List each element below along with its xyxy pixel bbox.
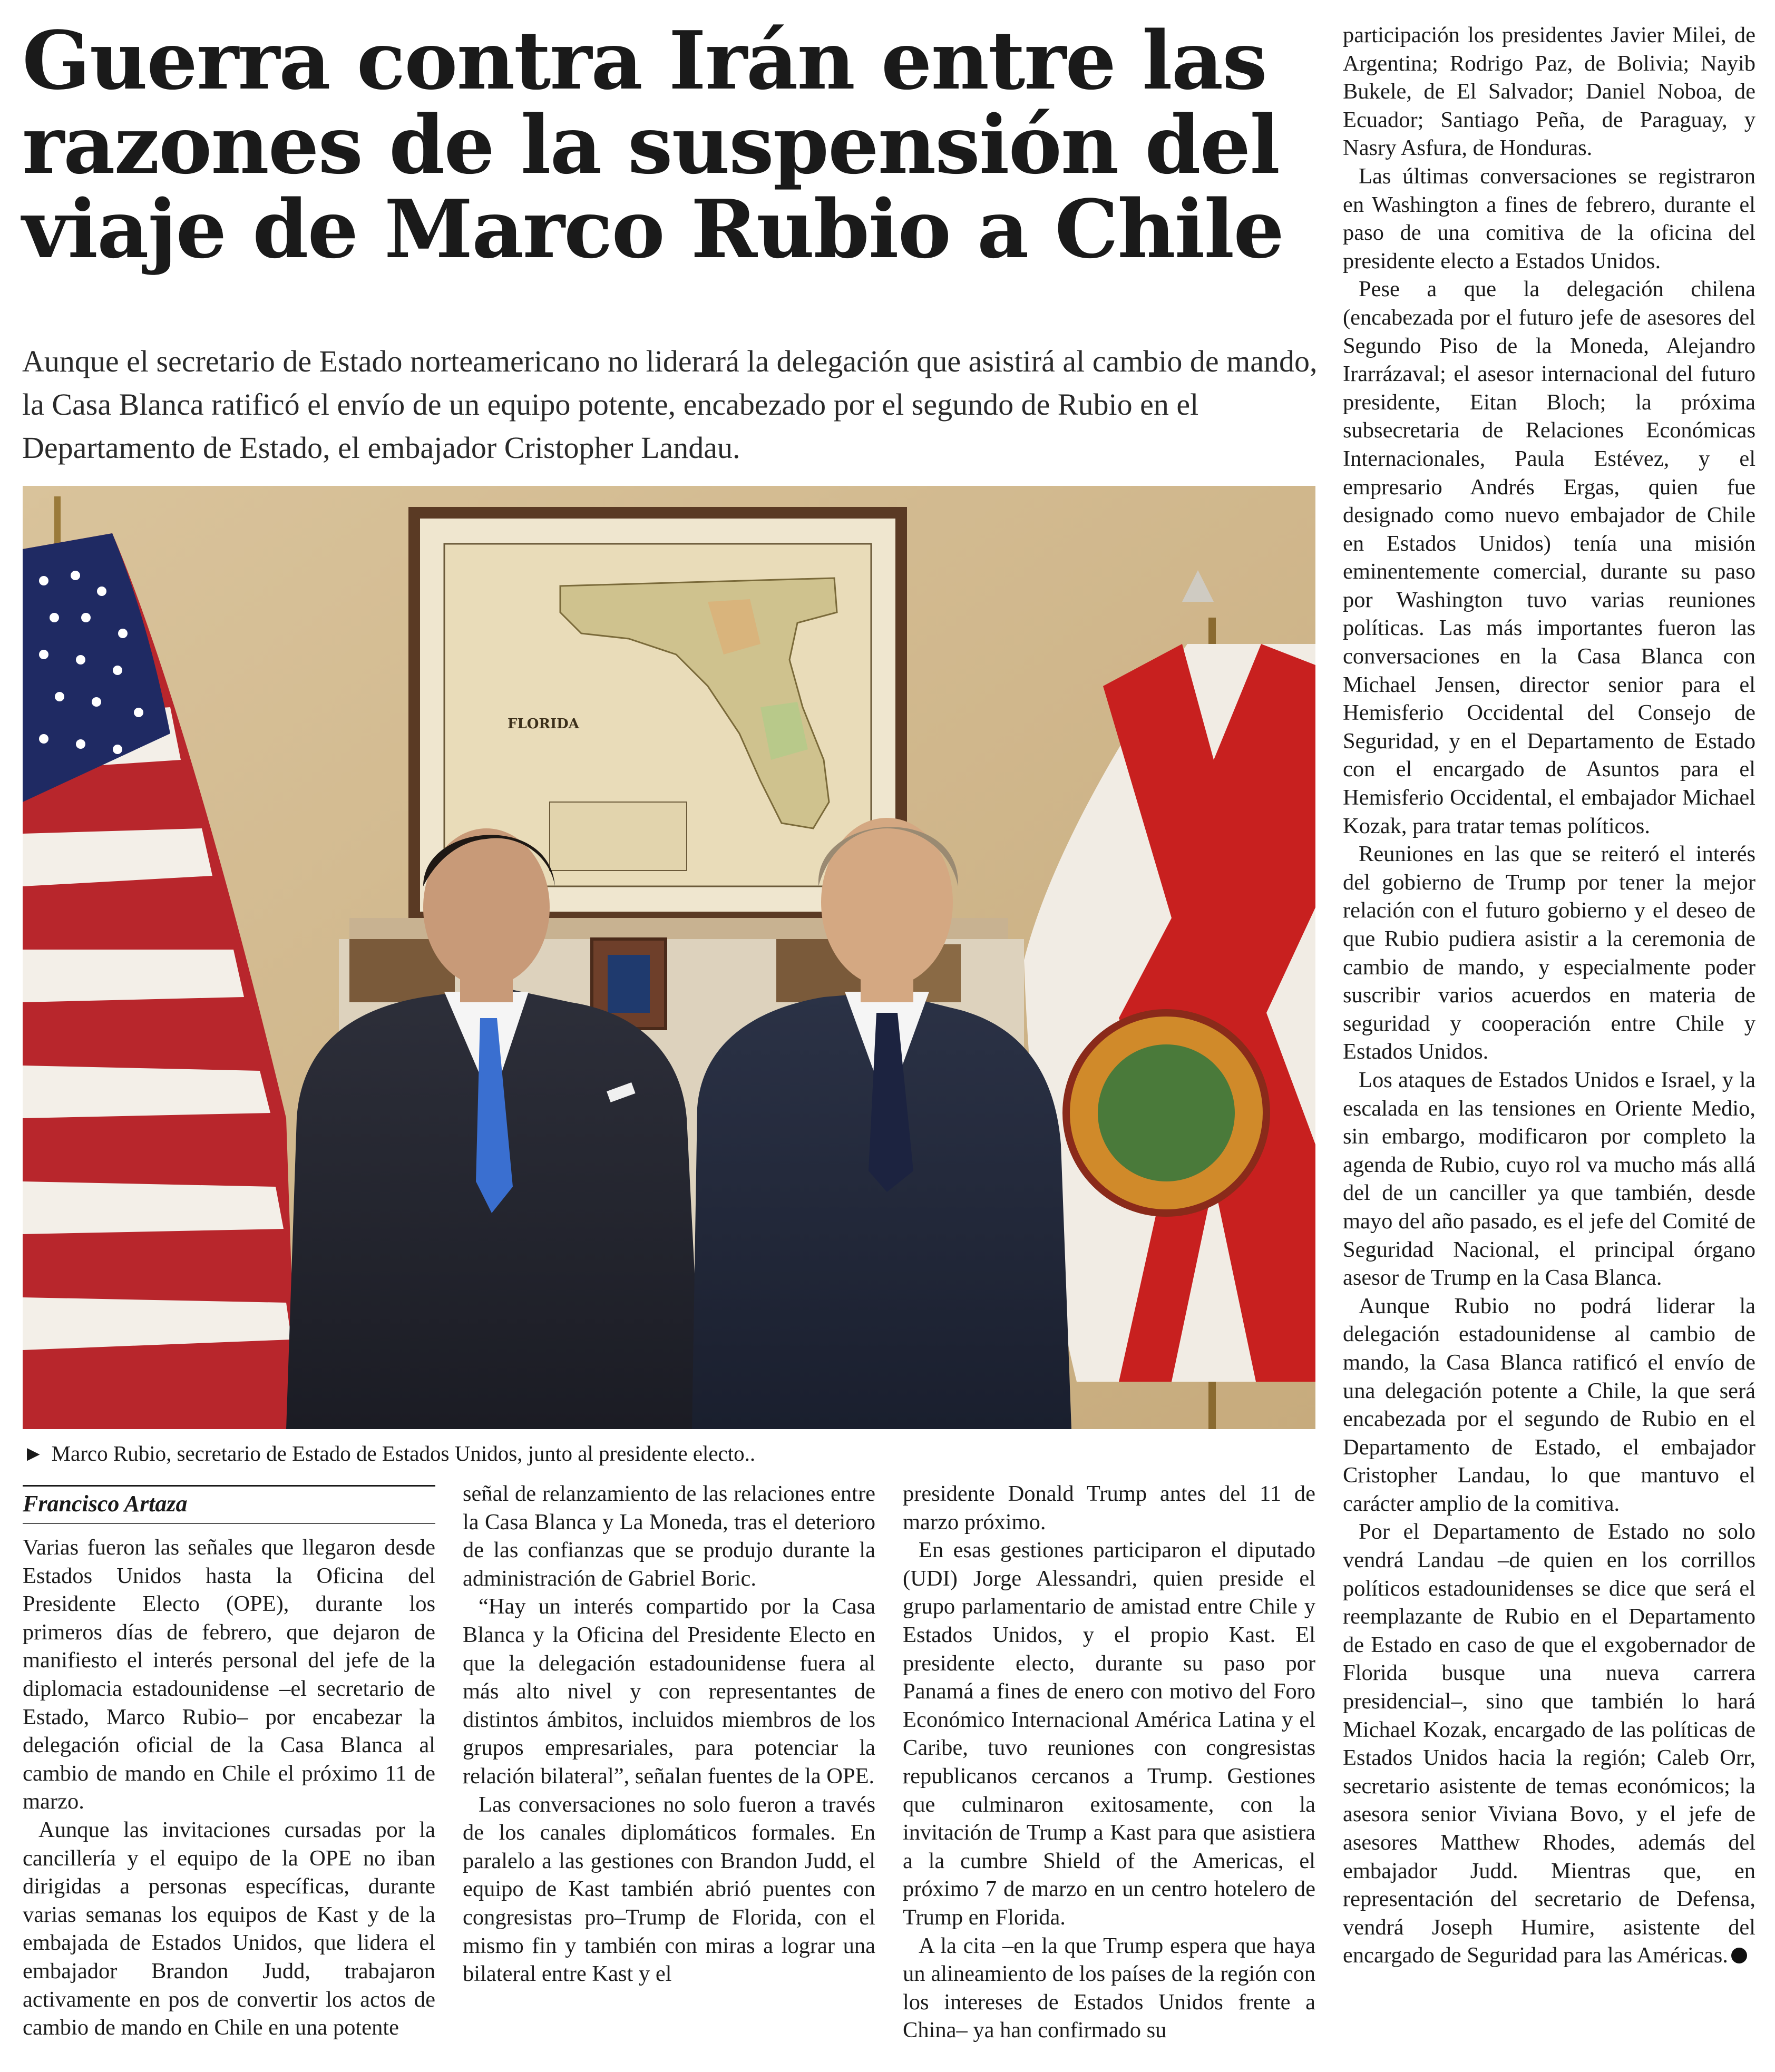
caption-text: Marco Rubio, secretario de Estado de Estados Unidos, junto al presidente electo.. xyxy=(51,1441,756,1465)
article-photo xyxy=(23,486,1315,1429)
paragraph-text: Por el Departamento de Estado no solo vendrá Landau –de quien en los corrillos políticos estadounidenses se dice que será el reemplazante de Rubio en el Departamento de Estado en caso de que el exgobernador de Florida busque una nueva carrera presidencial–, sino que también lo hará Michael Kozak, encargado de las políticas de Estados Unidos hacia la región; Caleb Orr, secretario asistente de temas económicos; la asesora senior Viviana Bovo, y el jefe de asesores Matthew Rhodes, además del embajador Judd. Mientras que, en representación del secretario de Defensa, vendrá Joseph Humire, asistente del encargado de Seguridad para las Américas. xyxy=(1343,1519,1756,1968)
paragraph: Las últimas conversaciones se registraron en Washington a fines de febrero, durante el paso de una comitiva de la oficina del presidente electo a Estados Unidos. xyxy=(1343,163,1756,273)
paragraph: presidente Donald Trump antes del 11 de marzo próximo. xyxy=(903,1481,1315,1535)
paragraph: Varias fueron las señales que llegaron desde Estados Unidos hasta la Oficina del Presidente Electo (OPE), durante los primeros días de febrero, que dejaron de manifiesto el interés personal del jefe de la diplomacia estadounidense –el secretario de Estado, Marco Rubio– por encabezar la delegación oficial de la Casa Blanca al cambio de mando en Chile el próximo 11 de marzo. xyxy=(23,1535,435,1814)
paragraph: A la cita –en la que Trump espera que haya un alineamiento de los países de la región con los intereses de Estados Unidos frente a China– ya han confirmado su xyxy=(903,1933,1315,2043)
end-mark-icon xyxy=(1731,1948,1747,1963)
caption-marker-icon: ► xyxy=(23,1441,44,1465)
paragraph: participación los presidentes Javier Milei, de Argentina; Rodrigo Paz, de Bolivia; Nayib Bukele, de El Salvador; Daniel Noboa, de Ecuador; Santiago Peña, de Paraguay, y Nasry Asfura, de Honduras. xyxy=(1343,23,1756,161)
paragraph: “Hay un interés compartido por la Casa Blanca y la Oficina del Presidente Electo en que la delegación estadounidense fuera al más alto nivel y con representantes de distintos ámbitos, incluidos miembros de los grupos empresariales, para potenciar la relación bilateral”, señalan fuentes de la OPE. xyxy=(463,1594,875,1788)
map-label: FLORIDA xyxy=(508,716,579,732)
column-1 xyxy=(23,1533,435,2042)
paragraph: Aunque las invitaciones cursadas por la cancillería y el equipo de la OPE no iban dirigidas a personas específicas, durante varias semanas los equipos de Kast y de la embajada de Estados Unidos, que lidera el embajador Brandon Judd, trabajaron activamente en pos de convertir los actos de cambio de mando en Chile en una potente xyxy=(23,1817,435,2040)
paragraph: Reuniones en las que se reiteró el interés del gobierno de Trump por tener la mejor relación con el futuro gobierno y el deseo de que Rubio pudiera asistir a la ceremonia de cambio de mando, y especialmente poder suscribir varios acuerdos en materia de seguridad y cooperación entre Chile y Estados Unidos. xyxy=(1343,842,1756,1064)
paragraph: Pese a que la delegación chilena (encabezada por el futuro jefe de asesores del Segundo Piso de la Moneda, Alejandro Irarrázaval; el asesor internacional del futuro presidente, Eitan Bloch; la próxima subsecretaria de Relaciones Económicas Internacionales, Paula Estévez, y el empresario Andrés Ergas, quien fue designado como nuevo embajador de Chile en Estados Unidos) tenía una misión eminentemente comercial, durante su paso por Washington tuvo varias reuniones políticas. Las más importantes fueron las conversaciones en la Casa Blanca con Michael Jensen, director senior para el Hemisferio Occidental del Consejo de Seguridad, y en el Departamento de Estado con el encargado de Asuntos para el Hemisferio Occidental, el embajador Michael Kozak, para tratar temas políticos. xyxy=(1343,277,1756,838)
byline: Francisco Artaza xyxy=(23,1491,188,1517)
column-4 xyxy=(1343,21,1756,1970)
paragraph: Las conversaciones no solo fueron a través de los canales diplomáticos formales. En paralelo a las gestiones con Brandon Judd, el equipo de Kast también abrió puentes con congresistas pro–Trump de Florida, con el mismo fin y también con miras a lograr una bilateral entre Kast y el xyxy=(463,1792,875,1987)
photo-caption xyxy=(23,1439,1315,1468)
paragraph: Los ataques de Estados Unidos e Israel, y la escalada en las tensiones en Oriente Medio, sin embargo, modificaron por completo la agenda de Rubio, cuyo rol va mucho más allá del de un canciller ya que también, desde mayo del año pasado, es el jefe del Comité de Seguridad Nacional, el principal órgano asesor de Trump en la Casa Blanca. xyxy=(1343,1067,1756,1291)
paragraph: Aunque Rubio no podrá liderar la delegación estadounidense al cambio de mando, la Casa Blanca ratificó el envío de una delegación potente a Chile, la que será encabezada por el segundo de Rubio en el Departamento de Estado, el embajador Cristopher Landau, lo que mantuvo el carácter amplio de la comitiva. xyxy=(1343,1293,1756,1516)
deck-subtitle: Aunque el secretario de Estado norteamericano no liderará la delegación que asistirá al cambio de mando, la Casa Blanca ratificó el envío de un equipo potente, encabezado por el segundo de Rubio en el Departamento de Estado, el embajador Cristopher Landau. xyxy=(22,344,1318,465)
byline-bottom-rule xyxy=(23,1523,435,1524)
column-2 xyxy=(463,1480,875,1988)
byline-top-rule xyxy=(23,1485,435,1487)
headline: Guerra contra Irán entre las razones de la suspensión del viaje de Marco Rubio a Chile xyxy=(22,13,1283,276)
paragraph: señal de relanzamiento de las relaciones entre la Casa Blanca y La Moneda, tras el deterioro de las confianzas que se produjo durante la administración de Gabriel Boric. xyxy=(463,1481,875,1591)
paragraph-final xyxy=(1343,1518,1756,1970)
column-3 xyxy=(903,1480,1315,2045)
paragraph: En esas gestiones participaron el diputado (UDI) Jorge Alessandri, quien preside el grupo parlamentario de amistad entre Chile y Estados Unidos, y el propio Kast. El presidente electo, durante su paso por Panamá a fines de enero con motivo del Foro Económico Internacional América Latina y el Caribe, tuvo reuniones con congresistas republicanos cercanos a Trump. Gestiones que culminaron exitosamente, con la invitación de Trump a Kast para que asistiera a la cumbre Shield of the Americas, el próximo 7 de marzo en un centro hotelero de Trump en Florida. xyxy=(903,1538,1315,1930)
